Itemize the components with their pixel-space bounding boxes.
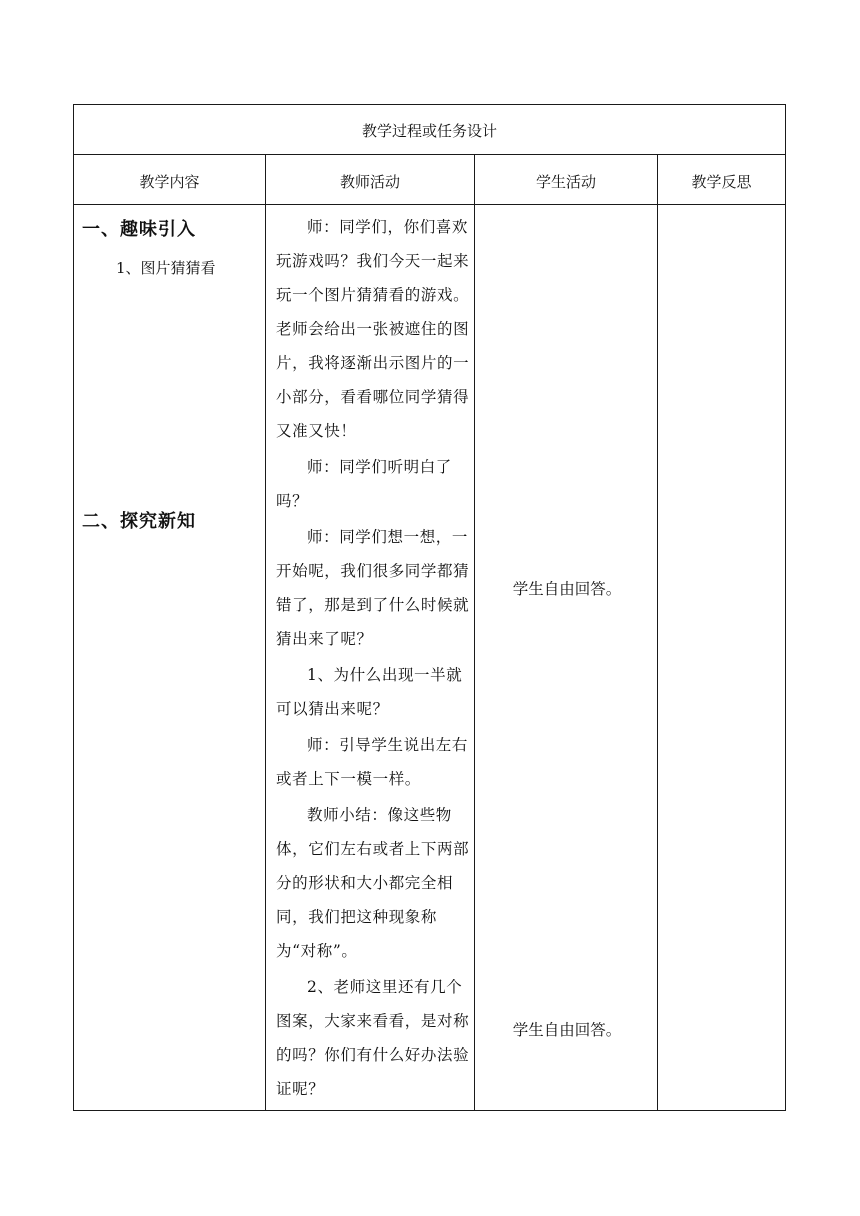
teacher-paragraph: 师：引导学生说出左右或者上下一模一样。 bbox=[276, 736, 469, 788]
teacher-paragraph: 师：同学们听明白了吗？ bbox=[276, 458, 452, 510]
column-divider-1 bbox=[265, 154, 266, 1110]
column-divider-3 bbox=[657, 154, 658, 1110]
student-answer-1: 学生自由回答。 bbox=[512, 580, 622, 598]
teacher-activity-text bbox=[276, 210, 476, 1108]
section-explore-new: 二、探究新知 bbox=[82, 511, 196, 532]
table-title: 教学过程或任务设计 bbox=[361, 121, 497, 140]
lesson-plan-table bbox=[73, 104, 786, 1111]
teacher-paragraph: 教师小结：像这些物体，它们左右或者上下两部分的形状和大小都完全相同，我们把这种现象称为“对称”。 bbox=[276, 806, 470, 960]
header-student-activity: 学生活动 bbox=[535, 172, 596, 191]
header-teaching-reflection: 教学反思 bbox=[691, 172, 752, 191]
sub-item-picture-guess: 1、图片猜猜看 bbox=[116, 259, 216, 277]
section-fun-intro: 一、趣味引入 bbox=[82, 219, 196, 240]
teacher-paragraph: 师：同学们想一想，一开始呢，我们很多同学都猜错了，那是到了什么时候就猜出来了呢？ bbox=[276, 528, 470, 648]
header-teacher-activity: 教师活动 bbox=[339, 172, 400, 191]
teacher-paragraph: 2、老师这里还有几个图案，大家来看看，是对称的吗？你们有什么好办法验证呢？ bbox=[276, 978, 470, 1098]
teacher-paragraph: 1、为什么出现一半就可以猜出来呢？ bbox=[276, 666, 463, 718]
header-teaching-content: 教学内容 bbox=[139, 172, 200, 191]
teacher-paragraph: 师：同学们，你们喜欢玩游戏吗？我们今天一起来玩一个图片猜猜看的游戏。老师会给出一张被遮住的图片，我将逐渐出示图片的一小部分，看看哪位同学猜得又准又快！ bbox=[276, 218, 470, 440]
student-answer-2: 学生自由回答。 bbox=[512, 1021, 622, 1039]
